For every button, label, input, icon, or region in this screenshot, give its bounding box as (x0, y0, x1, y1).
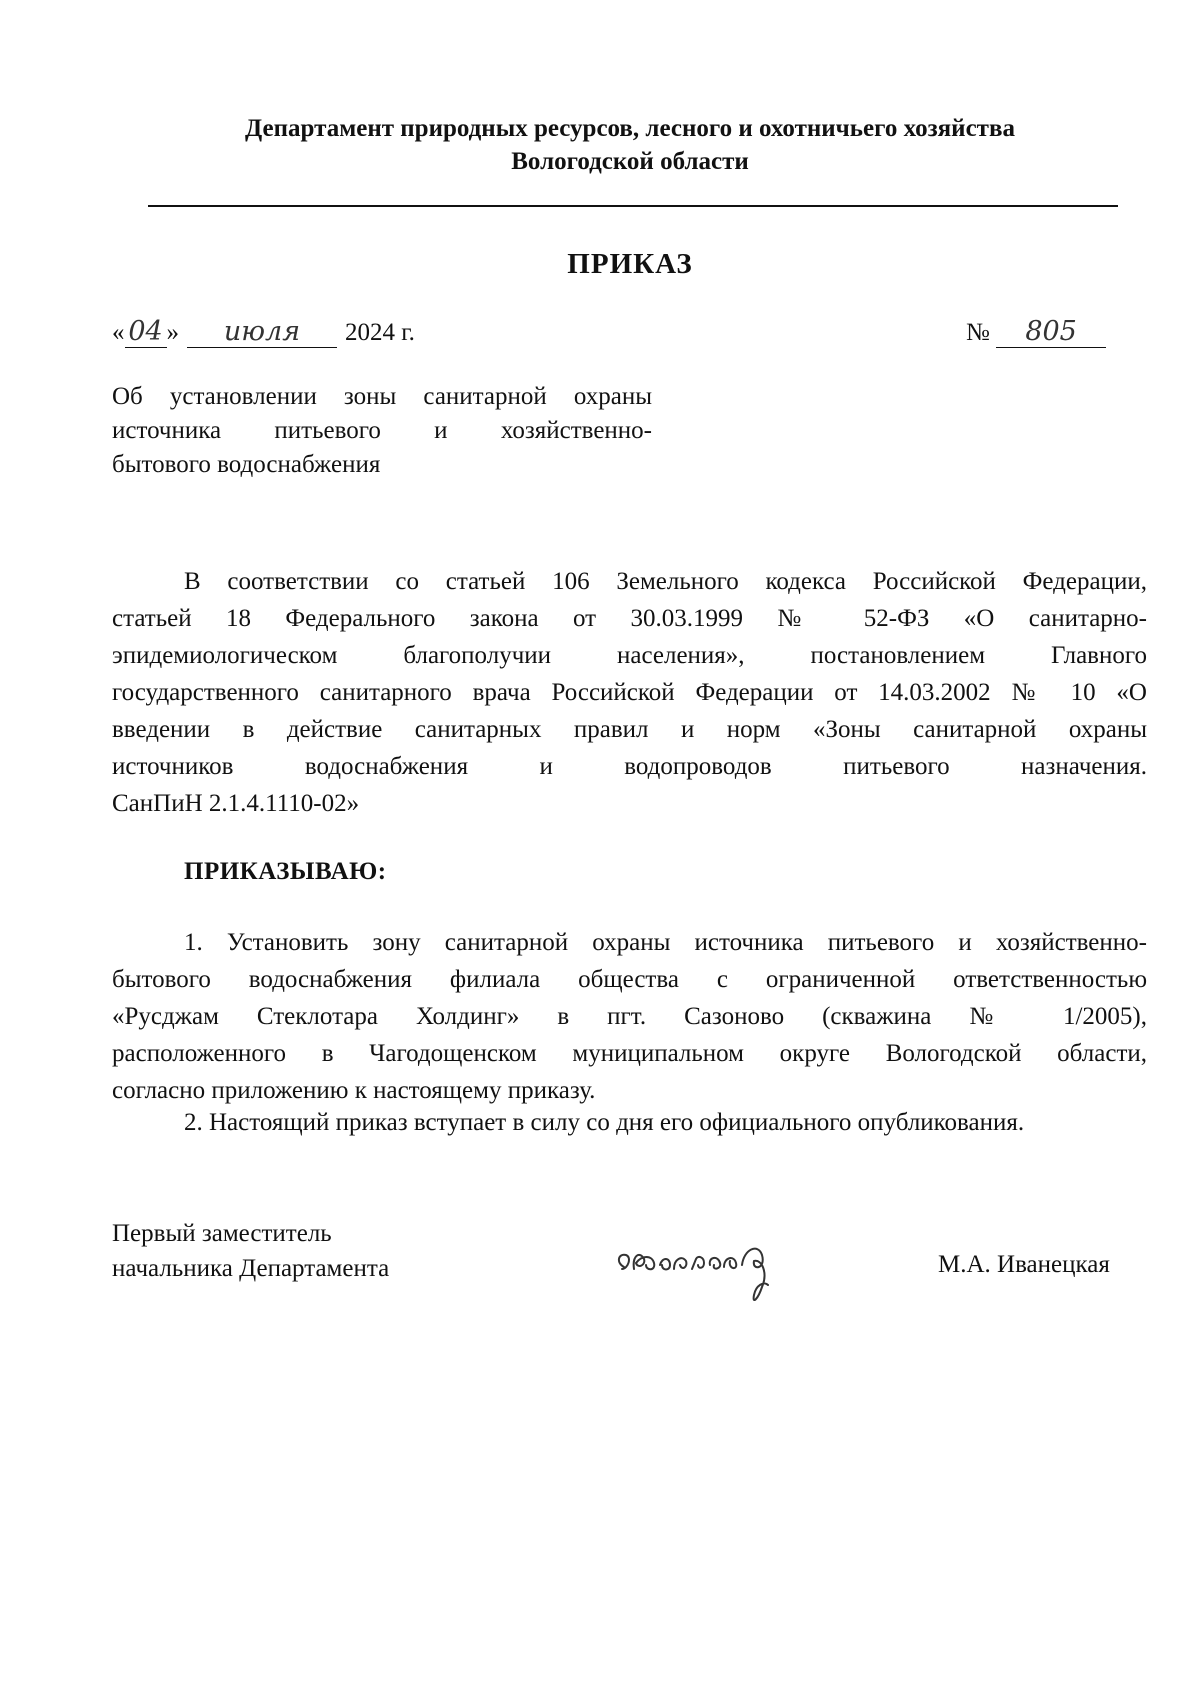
paragraph-line: бытового водоснабжения филиала общества с ограниченной ответственностью (112, 966, 1147, 993)
date-close-quote: » (166, 319, 179, 346)
subject-line: источника питьевого и хозяйственно- (112, 417, 652, 444)
order-item-1 (112, 924, 1147, 1109)
order-subject (112, 380, 652, 482)
date-year: 2024 г. (345, 319, 415, 346)
order-number (966, 316, 1106, 350)
signatory-title-line-2: начальника Департамента (112, 1255, 390, 1282)
paragraph-line: эпидемиологическом благополучии населения», постановлением Главного (112, 642, 1147, 669)
paragraph-line: введении в действие санитарных правил и норм «Зоны санитарной охраны (112, 716, 1147, 743)
issuer-line-1: Департамент природных ресурсов, лесного и охотничьего хозяйства (245, 115, 1015, 142)
date-day: 04 (125, 317, 167, 348)
paragraph-line: расположенного в Чагодощенском муниципальном округе Вологодской области, (112, 1040, 1147, 1067)
paragraph-line: «Русджам Стеклотара Холдинг» в пгт. Сазоново (скважина № 1/2005), (112, 1003, 1147, 1030)
number-sign: № (966, 319, 990, 346)
paragraph-line: СанПиН 2.1.4.1110-02» (112, 790, 360, 817)
signer-name: М.А. Иванецкая (938, 1251, 1110, 1278)
issuer-line-2: Вологодской области (511, 148, 749, 175)
paragraph-line: 1. Установить зону санитарной охраны источника питьевого и хозяйственно- (184, 929, 1147, 956)
paragraph-line: согласно приложению к настоящему приказу. (112, 1077, 596, 1104)
preamble-paragraph (112, 563, 1147, 822)
subject-line: Об установлении зоны санитарной охраны (112, 383, 652, 410)
handwritten-signature-icon (612, 1225, 812, 1315)
paragraph-line: источников водоснабжения и водопроводов питьевого назначения. (112, 753, 1147, 780)
order-directive-heading: ПРИКАЗЫВАЮ: (184, 858, 387, 885)
paragraph-line: 2. Настоящий приказ вступает в силу со дня его официального опубликования. (184, 1109, 1025, 1136)
signatory-title-line-1: Первый заместитель (112, 1220, 332, 1247)
paragraph-line: статьей 18 Федерального закона от 30.03.1999 № 52-ФЗ «О санитарно- (112, 605, 1147, 632)
paragraph-line: государственного санитарного врача Российской Федерации от 14.03.2002 № 10 «О (112, 679, 1147, 706)
order-item-2 (112, 1104, 1147, 1141)
issuer-header (140, 112, 1120, 178)
date-month: июля (187, 317, 337, 348)
signatory-title (112, 1216, 389, 1286)
document-type-title: ПРИКАЗ (567, 248, 693, 280)
order-date (112, 316, 415, 350)
subject-line: бытового водоснабжения (112, 451, 381, 478)
paragraph-line: В соответствии со статьей 106 Земельного кодекса Российской Федерации, (184, 568, 1147, 595)
number-value: 805 (996, 317, 1106, 348)
date-open-quote: « (112, 319, 125, 346)
header-divider (148, 205, 1118, 207)
